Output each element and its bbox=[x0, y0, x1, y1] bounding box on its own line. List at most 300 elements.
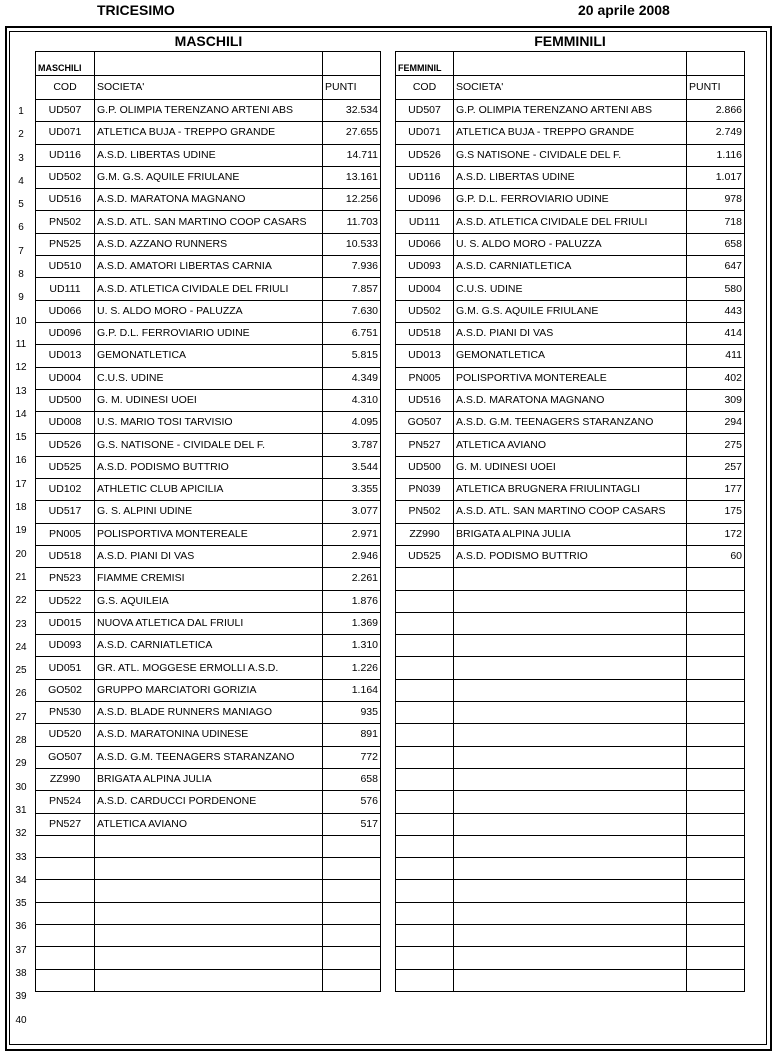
table-row bbox=[396, 523, 745, 545]
club-code bbox=[36, 835, 95, 857]
club-name: ATLETICA AVIANO bbox=[454, 434, 687, 456]
femminili-title: FEMMINILI bbox=[534, 33, 606, 49]
rank-number: 2 bbox=[18, 129, 24, 141]
rank-number: 14 bbox=[15, 408, 27, 420]
table-row bbox=[396, 166, 745, 188]
table-row bbox=[396, 679, 745, 701]
club-points: 275 bbox=[687, 434, 745, 456]
table-row bbox=[36, 434, 381, 456]
club-code: UD522 bbox=[36, 590, 95, 612]
club-name: POLISPORTIVA MONTEREALE bbox=[95, 523, 323, 545]
club-name bbox=[454, 612, 687, 634]
club-points: 3.787 bbox=[323, 434, 381, 456]
club-name: G.M. G.S. AQUILE FRIULANE bbox=[454, 300, 687, 322]
club-points: 7.936 bbox=[323, 256, 381, 278]
rank-number: 25 bbox=[15, 665, 27, 677]
club-code bbox=[36, 924, 95, 946]
table-row bbox=[36, 902, 381, 924]
club-name bbox=[454, 880, 687, 902]
club-code: UD051 bbox=[36, 657, 95, 679]
club-name: G.P. D.L. FERROVIARIO UDINE bbox=[95, 322, 323, 344]
club-code: UD111 bbox=[396, 211, 454, 233]
club-code: PN039 bbox=[396, 479, 454, 501]
club-name: G.P. OLIMPIA TERENZANO ARTENI ABS bbox=[95, 100, 323, 122]
club-code: UD525 bbox=[36, 456, 95, 478]
club-code: UD526 bbox=[36, 434, 95, 456]
club-points: 60 bbox=[687, 545, 745, 567]
club-points: 7.857 bbox=[323, 278, 381, 300]
club-points: 3.077 bbox=[323, 501, 381, 523]
club-points bbox=[687, 969, 745, 991]
club-name: A.S.D. G.M. TEENAGERS STARANZANO bbox=[454, 412, 687, 434]
club-points: 11.703 bbox=[323, 211, 381, 233]
club-points: 647 bbox=[687, 256, 745, 278]
club-points bbox=[687, 902, 745, 924]
table-row bbox=[396, 367, 745, 389]
table-row bbox=[36, 880, 381, 902]
table-row bbox=[396, 969, 745, 991]
table-row bbox=[396, 858, 745, 880]
club-code bbox=[396, 702, 454, 724]
club-code: UD102 bbox=[36, 479, 95, 501]
club-code bbox=[396, 679, 454, 701]
club-points bbox=[687, 947, 745, 969]
event-date: 20 aprile 2008 bbox=[578, 2, 670, 18]
table-row bbox=[36, 211, 381, 233]
club-points: 772 bbox=[323, 746, 381, 768]
club-code: PN005 bbox=[36, 523, 95, 545]
club-code bbox=[396, 724, 454, 746]
club-name: A.S.D. AZZANO RUNNERS bbox=[95, 233, 323, 255]
club-points bbox=[687, 568, 745, 590]
club-name: A.S.D. BLADE RUNNERS MANIAGO bbox=[95, 702, 323, 724]
club-points: 177 bbox=[687, 479, 745, 501]
table-row bbox=[396, 880, 745, 902]
club-points bbox=[323, 969, 381, 991]
club-name bbox=[454, 768, 687, 790]
rank-number: 23 bbox=[15, 618, 27, 630]
club-points: 2.749 bbox=[687, 122, 745, 144]
club-points: 1.017 bbox=[687, 166, 745, 188]
club-points bbox=[323, 947, 381, 969]
club-code: UD013 bbox=[396, 345, 454, 367]
club-points: 32.534 bbox=[323, 100, 381, 122]
rank-number: 28 bbox=[15, 735, 27, 747]
club-code bbox=[396, 768, 454, 790]
club-name: A.S.D. ATLETICA CIVIDALE DEL FRIULI bbox=[95, 278, 323, 300]
club-name: A.S.D. MARATONINA UDINESE bbox=[95, 724, 323, 746]
club-code: GO502 bbox=[36, 679, 95, 701]
club-code: UD004 bbox=[396, 278, 454, 300]
rank-number: 16 bbox=[15, 455, 27, 467]
table-row bbox=[36, 924, 381, 946]
club-code: PN527 bbox=[36, 813, 95, 835]
club-points: 3.544 bbox=[323, 456, 381, 478]
rank-number: 5 bbox=[18, 199, 24, 211]
rank-number: 12 bbox=[15, 362, 27, 374]
club-points: 4.095 bbox=[323, 412, 381, 434]
table-row bbox=[36, 657, 381, 679]
club-code: UD066 bbox=[36, 300, 95, 322]
club-points bbox=[323, 880, 381, 902]
table-row bbox=[36, 100, 381, 122]
club-name bbox=[454, 635, 687, 657]
club-name bbox=[454, 924, 687, 946]
col-header-punti: PUNTI bbox=[323, 76, 381, 100]
club-name: POLISPORTIVA MONTEREALE bbox=[454, 367, 687, 389]
club-name: G. M. UDINESI UOEI bbox=[95, 389, 323, 411]
rank-number: 4 bbox=[18, 175, 24, 187]
table-row bbox=[36, 590, 381, 612]
club-points: 978 bbox=[687, 189, 745, 211]
club-code: PN005 bbox=[396, 367, 454, 389]
club-name bbox=[454, 813, 687, 835]
col-header-societa: SOCIETA' bbox=[454, 76, 687, 100]
rank-number: 36 bbox=[15, 921, 27, 933]
table-row bbox=[396, 590, 745, 612]
club-points bbox=[687, 768, 745, 790]
rank-column bbox=[9, 100, 33, 1032]
club-code bbox=[396, 947, 454, 969]
club-name: GEMONATLETICA bbox=[95, 345, 323, 367]
club-points bbox=[687, 702, 745, 724]
club-code bbox=[396, 635, 454, 657]
club-code bbox=[396, 657, 454, 679]
club-points: 4.310 bbox=[323, 389, 381, 411]
club-code: GO507 bbox=[36, 746, 95, 768]
club-points: 13.161 bbox=[323, 166, 381, 188]
table-row bbox=[396, 568, 745, 590]
col-header-societa: SOCIETA' bbox=[95, 76, 323, 100]
club-points: 175 bbox=[687, 501, 745, 523]
table-row bbox=[396, 657, 745, 679]
table-row bbox=[36, 189, 381, 211]
club-name bbox=[454, 746, 687, 768]
club-points: 718 bbox=[687, 211, 745, 233]
club-points: 294 bbox=[687, 412, 745, 434]
club-code: PN523 bbox=[36, 568, 95, 590]
maschili-title: MASCHILI bbox=[174, 33, 243, 49]
club-name: A.S.D. MARATONA MAGNANO bbox=[95, 189, 323, 211]
club-points: 6.751 bbox=[323, 322, 381, 344]
club-name bbox=[454, 568, 687, 590]
club-name bbox=[454, 657, 687, 679]
club-name bbox=[454, 835, 687, 857]
table-row bbox=[36, 322, 381, 344]
club-points: 414 bbox=[687, 322, 745, 344]
club-points: 257 bbox=[687, 456, 745, 478]
club-points: 658 bbox=[323, 768, 381, 790]
club-code: UD516 bbox=[396, 389, 454, 411]
col-header-punti: PUNTI bbox=[687, 76, 745, 100]
table-row bbox=[396, 456, 745, 478]
femminili-header-row bbox=[396, 76, 745, 100]
club-name: A.S.D. PODISMO BUTTRIO bbox=[95, 456, 323, 478]
club-code: UD096 bbox=[396, 189, 454, 211]
rank-number: 13 bbox=[15, 385, 27, 397]
club-points: 1.226 bbox=[323, 657, 381, 679]
club-code bbox=[36, 969, 95, 991]
table-row bbox=[396, 322, 745, 344]
club-name: A.S.D. G.M. TEENAGERS STARANZANO bbox=[95, 746, 323, 768]
club-name: A.S.D. PODISMO BUTTRIO bbox=[454, 545, 687, 567]
rank-number: 11 bbox=[15, 338, 27, 350]
table-row bbox=[36, 501, 381, 523]
club-points: 309 bbox=[687, 389, 745, 411]
club-points: 7.630 bbox=[323, 300, 381, 322]
club-name bbox=[454, 724, 687, 746]
club-code: UD516 bbox=[36, 189, 95, 211]
club-name bbox=[454, 858, 687, 880]
club-code: UD004 bbox=[36, 367, 95, 389]
table-row bbox=[396, 746, 745, 768]
table-row bbox=[396, 924, 745, 946]
club-name bbox=[454, 791, 687, 813]
club-code bbox=[396, 746, 454, 768]
club-name bbox=[454, 902, 687, 924]
club-points: 935 bbox=[323, 702, 381, 724]
table-row bbox=[36, 969, 381, 991]
club-name: ATLETICA BUJA - TREPPO GRANDE bbox=[454, 122, 687, 144]
table-row bbox=[396, 412, 745, 434]
club-name: FIAMME CREMISI bbox=[95, 568, 323, 590]
club-name: A.S.D. ATL. SAN MARTINO COOP CASARS bbox=[95, 211, 323, 233]
table-row bbox=[36, 523, 381, 545]
table-row bbox=[36, 635, 381, 657]
table-row bbox=[36, 947, 381, 969]
femminili-group-label: FEMMINIL bbox=[396, 52, 454, 76]
club-points: 576 bbox=[323, 791, 381, 813]
club-code: UD500 bbox=[36, 389, 95, 411]
table-row bbox=[396, 479, 745, 501]
club-code: UD518 bbox=[36, 545, 95, 567]
club-code bbox=[396, 612, 454, 634]
club-code: UD520 bbox=[36, 724, 95, 746]
club-points bbox=[687, 657, 745, 679]
club-code: UD071 bbox=[396, 122, 454, 144]
table-row bbox=[36, 746, 381, 768]
table-row bbox=[36, 256, 381, 278]
club-points bbox=[687, 746, 745, 768]
rank-number: 29 bbox=[15, 758, 27, 770]
club-code: PN527 bbox=[396, 434, 454, 456]
rank-number: 19 bbox=[15, 525, 27, 537]
club-name: NUOVA ATLETICA DAL FRIULI bbox=[95, 612, 323, 634]
club-code bbox=[396, 880, 454, 902]
club-points: 12.256 bbox=[323, 189, 381, 211]
club-code: UD116 bbox=[396, 166, 454, 188]
table-row bbox=[396, 211, 745, 233]
table-row bbox=[396, 278, 745, 300]
femminili-table bbox=[395, 51, 745, 992]
club-points bbox=[687, 858, 745, 880]
table-row bbox=[36, 835, 381, 857]
club-code: ZZ990 bbox=[36, 768, 95, 790]
maschili-group-row bbox=[36, 52, 381, 76]
club-name: ATLETICA BRUGNERA FRIULINTAGLI bbox=[454, 479, 687, 501]
rank-number: 9 bbox=[18, 292, 24, 304]
table-row bbox=[36, 233, 381, 255]
club-code: UD517 bbox=[36, 501, 95, 523]
venue-title: TRICESIMO bbox=[97, 2, 175, 18]
club-name: A.S.D. CARNIATLETICA bbox=[95, 635, 323, 657]
club-name: A.S.D. ATLETICA CIVIDALE DEL FRIULI bbox=[454, 211, 687, 233]
table-row bbox=[396, 902, 745, 924]
club-points: 517 bbox=[323, 813, 381, 835]
club-name: GR. ATL. MOGGESE ERMOLLI A.S.D. bbox=[95, 657, 323, 679]
club-points: 1.310 bbox=[323, 635, 381, 657]
rank-number: 18 bbox=[15, 502, 27, 514]
table-row bbox=[396, 434, 745, 456]
table-row bbox=[36, 813, 381, 835]
club-code bbox=[396, 924, 454, 946]
club-code: UD111 bbox=[36, 278, 95, 300]
club-points bbox=[687, 791, 745, 813]
table-row bbox=[36, 724, 381, 746]
club-name: ATLETICA BUJA - TREPPO GRANDE bbox=[95, 122, 323, 144]
club-name: ATHLETIC CLUB APICILIA bbox=[95, 479, 323, 501]
table-row bbox=[396, 122, 745, 144]
club-code: PN525 bbox=[36, 233, 95, 255]
rank-number: 15 bbox=[15, 432, 27, 444]
club-code: UD502 bbox=[36, 166, 95, 188]
table-row bbox=[36, 479, 381, 501]
rank-number: 34 bbox=[15, 874, 27, 886]
club-name: A.S.D. AMATORI LIBERTAS CARNIA bbox=[95, 256, 323, 278]
rank-number: 37 bbox=[15, 944, 27, 956]
col-header-cod: COD bbox=[396, 76, 454, 100]
club-name bbox=[454, 590, 687, 612]
rank-number: 6 bbox=[18, 222, 24, 234]
club-points: 443 bbox=[687, 300, 745, 322]
table-row bbox=[396, 724, 745, 746]
maschili-table bbox=[35, 51, 381, 992]
table-row bbox=[36, 791, 381, 813]
table-row bbox=[36, 768, 381, 790]
rank-number: 7 bbox=[18, 245, 24, 257]
table-row bbox=[396, 389, 745, 411]
club-name: GEMONATLETICA bbox=[454, 345, 687, 367]
table-row bbox=[396, 947, 745, 969]
club-code bbox=[36, 880, 95, 902]
club-code bbox=[396, 791, 454, 813]
table-row bbox=[36, 545, 381, 567]
table-row bbox=[36, 702, 381, 724]
club-code bbox=[396, 568, 454, 590]
club-code: UD510 bbox=[36, 256, 95, 278]
club-name: U.S. MARIO TOSI TARVISIO bbox=[95, 412, 323, 434]
rank-number: 24 bbox=[15, 641, 27, 653]
club-points bbox=[687, 924, 745, 946]
club-code: UD526 bbox=[396, 144, 454, 166]
club-points: 411 bbox=[687, 345, 745, 367]
table-row bbox=[36, 568, 381, 590]
club-name: BRIGATA ALPINA JULIA bbox=[95, 768, 323, 790]
club-code: GO507 bbox=[396, 412, 454, 434]
club-points bbox=[687, 835, 745, 857]
club-points: 1.369 bbox=[323, 612, 381, 634]
club-points bbox=[687, 590, 745, 612]
table-row bbox=[396, 300, 745, 322]
table-row bbox=[396, 612, 745, 634]
club-name: U. S. ALDO MORO - PALUZZA bbox=[454, 233, 687, 255]
club-name bbox=[95, 902, 323, 924]
club-code bbox=[36, 947, 95, 969]
club-code: UD525 bbox=[396, 545, 454, 567]
table-row bbox=[396, 635, 745, 657]
club-points: 402 bbox=[687, 367, 745, 389]
club-name: U. S. ALDO MORO - PALUZZA bbox=[95, 300, 323, 322]
club-name: C.U.S. UDINE bbox=[95, 367, 323, 389]
club-points bbox=[323, 858, 381, 880]
club-code: UD093 bbox=[396, 256, 454, 278]
club-name: ATLETICA AVIANO bbox=[95, 813, 323, 835]
club-name: G.P. D.L. FERROVIARIO UDINE bbox=[454, 189, 687, 211]
club-code: UD008 bbox=[36, 412, 95, 434]
table-row bbox=[36, 612, 381, 634]
table-row bbox=[36, 858, 381, 880]
club-points bbox=[687, 612, 745, 634]
club-code: UD500 bbox=[396, 456, 454, 478]
club-points bbox=[323, 924, 381, 946]
club-points bbox=[323, 902, 381, 924]
club-points: 2.261 bbox=[323, 568, 381, 590]
club-name: G.S NATISONE - CIVIDALE DEL F. bbox=[454, 144, 687, 166]
club-points: 3.355 bbox=[323, 479, 381, 501]
club-points: 172 bbox=[687, 523, 745, 545]
club-code: UD071 bbox=[36, 122, 95, 144]
club-code bbox=[36, 902, 95, 924]
rank-number: 38 bbox=[15, 967, 27, 979]
table-row bbox=[36, 367, 381, 389]
club-code: UD116 bbox=[36, 144, 95, 166]
table-row bbox=[36, 144, 381, 166]
rank-number: 39 bbox=[15, 991, 27, 1003]
club-code bbox=[396, 902, 454, 924]
rank-number: 26 bbox=[15, 688, 27, 700]
club-name bbox=[454, 969, 687, 991]
table-row bbox=[36, 122, 381, 144]
club-code bbox=[396, 969, 454, 991]
club-points: 1.116 bbox=[687, 144, 745, 166]
club-code: UD518 bbox=[396, 322, 454, 344]
club-code: UD502 bbox=[396, 300, 454, 322]
club-points bbox=[687, 679, 745, 701]
rank-number: 27 bbox=[15, 711, 27, 723]
rank-number: 8 bbox=[18, 269, 24, 281]
club-points: 2.866 bbox=[687, 100, 745, 122]
club-code: UD093 bbox=[36, 635, 95, 657]
femminili-group-row bbox=[396, 52, 745, 76]
rank-number: 21 bbox=[15, 571, 27, 583]
club-name bbox=[95, 924, 323, 946]
club-code bbox=[396, 835, 454, 857]
table-row bbox=[36, 166, 381, 188]
club-code: PN530 bbox=[36, 702, 95, 724]
rank-number: 3 bbox=[18, 152, 24, 164]
club-name: A.S.D. MARATONA MAGNANO bbox=[454, 389, 687, 411]
rank-number: 32 bbox=[15, 828, 27, 840]
table-row bbox=[396, 100, 745, 122]
club-points: 1.876 bbox=[323, 590, 381, 612]
table-row bbox=[36, 345, 381, 367]
club-code: UD066 bbox=[396, 233, 454, 255]
table-row bbox=[396, 835, 745, 857]
club-points bbox=[687, 813, 745, 835]
club-code: UD507 bbox=[396, 100, 454, 122]
club-name: A.S.D. LIBERTAS UDINE bbox=[454, 166, 687, 188]
club-points: 658 bbox=[687, 233, 745, 255]
